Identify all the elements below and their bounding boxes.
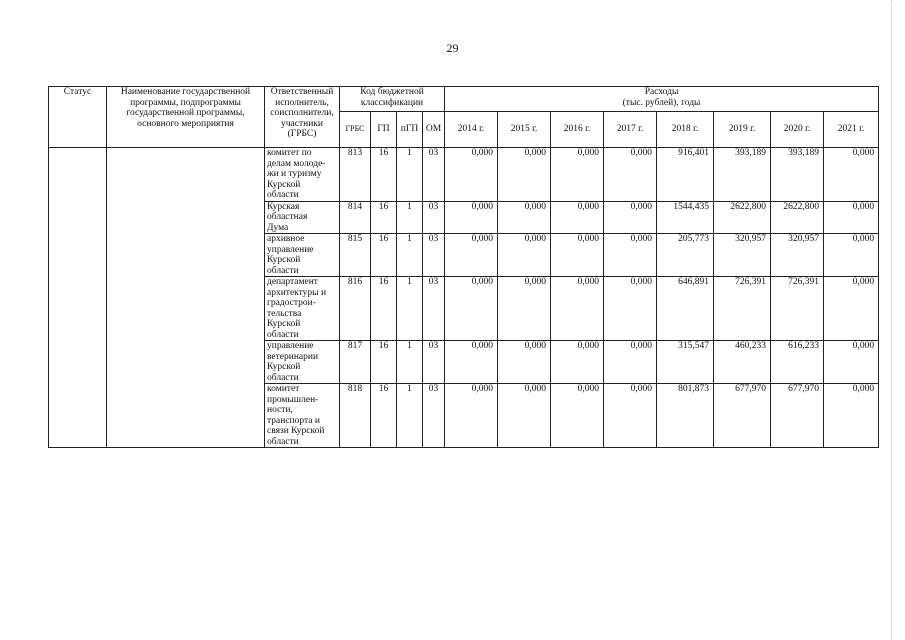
executor-line: делам молоде- (267, 158, 326, 169)
executor-line: градострои- (267, 298, 316, 308)
grbs-cell: 813 (340, 148, 371, 202)
expense-value-cell: 0,000 (551, 341, 604, 384)
page-edge-marks (891, 0, 894, 640)
expense-value-cell: 0,000 (824, 384, 879, 448)
executor-cell (265, 341, 340, 384)
expense-value-cell: 0,000 (498, 201, 551, 234)
expense-value-cell: 0,000 (604, 277, 657, 341)
executor-line: комитет по (267, 148, 312, 158)
executor-cell (265, 201, 340, 234)
executor-line: архитектуры и (267, 287, 327, 298)
expense-value-cell: 2622,800 (714, 201, 771, 234)
om-cell: 03 (423, 234, 445, 277)
expense-value-cell: 0,000 (551, 148, 604, 202)
executor-cell (265, 148, 340, 202)
expense-value-cell: 460,233 (714, 341, 771, 384)
header-om: ОМ (423, 112, 445, 148)
expense-value-cell: 0,000 (604, 341, 657, 384)
pgp-cell: 1 (397, 201, 423, 234)
expense-value-cell: 0,000 (551, 234, 604, 277)
gp-cell: 16 (371, 341, 397, 384)
expense-value-cell: 315,547 (657, 341, 714, 384)
expense-value-cell: 616,233 (771, 341, 824, 384)
executor-line: области (267, 436, 299, 447)
expense-value-cell: 0,000 (551, 277, 604, 341)
header-program-name: Наименование государственной программы, подпрограммы государственной программы, основного мероприятия (107, 87, 265, 148)
grbs-cell: 816 (340, 277, 371, 341)
expense-value-cell: 0,000 (824, 277, 879, 341)
executor-line: управление (267, 244, 314, 255)
header-year: 2014 г. (445, 112, 498, 148)
expense-value-cell: 0,000 (498, 148, 551, 202)
executor-line: Курской (267, 362, 301, 372)
grbs-cell: 815 (340, 234, 371, 277)
expense-value-cell: 0,000 (604, 148, 657, 202)
expense-value-cell: 320,957 (771, 234, 824, 277)
om-cell: 03 (423, 201, 445, 234)
pgp-cell: 1 (397, 234, 423, 277)
executor-line: транспорта и (267, 415, 320, 426)
expense-value-cell: 677,970 (771, 384, 824, 448)
executor-cell (265, 234, 340, 277)
om-cell: 03 (423, 148, 445, 202)
expense-value-cell: 0,000 (498, 384, 551, 448)
om-cell: 03 (423, 277, 445, 341)
expense-value-cell: 0,000 (445, 384, 498, 448)
expense-value-cell: 0,000 (498, 234, 551, 277)
executor-line: Курской (267, 319, 301, 329)
executor-line: Курская (267, 201, 300, 212)
header-year: 2016 г. (551, 112, 604, 148)
executor-line: области (267, 190, 299, 200)
expense-value-cell: 2622,800 (771, 201, 824, 234)
header-pgp: пГП (397, 112, 423, 148)
expense-value-cell: 726,391 (714, 277, 771, 341)
expense-value-cell: 0,000 (604, 384, 657, 448)
expense-value-cell: 1544,435 (657, 201, 714, 234)
expense-value-cell: 205,773 (657, 234, 714, 277)
executor-line: связи Курской (267, 426, 325, 436)
pgp-cell: 1 (397, 384, 423, 448)
header-year: 2018 г. (657, 112, 714, 148)
expense-value-cell: 0,000 (445, 277, 498, 341)
header-expenses: Расходы (тыс. рублей), годы (445, 87, 879, 112)
header-budget-code: Код бюджетной классификации (340, 87, 445, 112)
gp-cell: 16 (371, 148, 397, 202)
expense-value-cell: 801,873 (657, 384, 714, 448)
gp-cell: 16 (371, 234, 397, 277)
expense-value-cell: 0,000 (445, 148, 498, 202)
expense-value-cell: 320,957 (714, 234, 771, 277)
executor-line: жи и туризму (267, 169, 322, 179)
executor-line: области (267, 265, 299, 276)
expense-value-cell: 0,000 (824, 234, 879, 277)
pgp-cell: 1 (397, 277, 423, 341)
om-cell: 03 (423, 384, 445, 448)
grbs-cell: 818 (340, 384, 371, 448)
executor-line: Курской (267, 255, 301, 265)
gp-cell: 16 (371, 277, 397, 341)
expense-value-cell: 0,000 (824, 201, 879, 234)
executor-line: Курской (267, 179, 301, 190)
table-row (49, 148, 879, 202)
expense-value-cell: 0,000 (498, 277, 551, 341)
pgp-cell: 1 (397, 148, 423, 202)
pgp-cell: 1 (397, 341, 423, 384)
header-executor: Ответственный исполнитель, соисполнители, участники (ГРБС) (265, 87, 340, 148)
grbs-cell: 814 (340, 201, 371, 234)
om-cell: 03 (423, 341, 445, 384)
executor-line: области (267, 329, 299, 340)
executor-line: комитет (267, 384, 300, 394)
header-year: 2017 г. (604, 112, 657, 148)
program-name-cell (107, 148, 265, 448)
status-cell (49, 148, 107, 448)
expense-value-cell: 0,000 (445, 234, 498, 277)
executor-line: области (267, 372, 299, 383)
header-year: 2019 г. (714, 112, 771, 148)
expense-value-cell: 0,000 (551, 384, 604, 448)
header-year: 2015 г. (498, 112, 551, 148)
expense-value-cell: 0,000 (445, 201, 498, 234)
executor-line: областная (267, 212, 308, 222)
gp-cell: 16 (371, 201, 397, 234)
executor-line: ветеринарии (267, 351, 319, 362)
expense-value-cell: 0,000 (445, 341, 498, 384)
header-year: 2021 г. (824, 112, 879, 148)
executor-line: Дума (267, 222, 289, 233)
header-year: 2020 г. (771, 112, 824, 148)
gp-cell: 16 (371, 384, 397, 448)
executor-line: промышлен- (267, 394, 319, 405)
page-number: 29 (446, 41, 459, 55)
expense-value-cell: 677,970 (714, 384, 771, 448)
expense-value-cell: 916,401 (657, 148, 714, 202)
expense-value-cell: 0,000 (498, 341, 551, 384)
expense-value-cell: 0,000 (824, 341, 879, 384)
expense-value-cell: 726,391 (771, 277, 824, 341)
executor-line: департамент (267, 277, 318, 287)
expense-value-cell: 0,000 (604, 234, 657, 277)
budget-table (48, 86, 879, 448)
expense-value-cell: 0,000 (824, 148, 879, 202)
expense-value-cell: 0,000 (604, 201, 657, 234)
expense-value-cell: 646,891 (657, 277, 714, 341)
executor-line: архивное (267, 234, 305, 244)
executor-line: ности, (267, 405, 293, 415)
grbs-cell: 817 (340, 341, 371, 384)
executor-line: тельства (267, 308, 302, 319)
expense-value-cell: 393,189 (714, 148, 771, 202)
expense-value-cell: 0,000 (551, 201, 604, 234)
header-grbs: ГРБС (340, 112, 371, 148)
expense-value-cell: 393,189 (771, 148, 824, 202)
executor-cell (265, 277, 340, 341)
executor-line: управление (267, 341, 314, 351)
header-gp: ГП (371, 112, 397, 148)
executor-cell (265, 384, 340, 448)
header-status: Статус (49, 87, 107, 148)
